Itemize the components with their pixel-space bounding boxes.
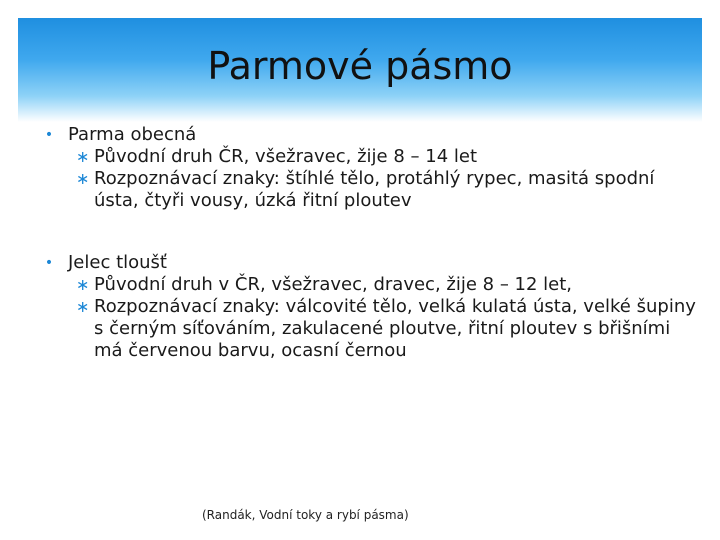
asterisk-bullet-icon: ∗ (76, 297, 90, 316)
sub-bullet-item (76, 296, 700, 362)
spacer (30, 212, 700, 252)
bullet-item (30, 124, 700, 146)
asterisk-bullet-icon: ∗ (76, 275, 90, 294)
sub-bullet-text: Původní druh ČR, všežravec, žije 8 – 14 let (94, 146, 478, 167)
bullet-dot-icon: • (44, 255, 54, 271)
sub-bullet-item (76, 146, 700, 168)
bullet-heading: Parma obecná (68, 124, 197, 145)
citation: (Randák, Vodní toky a rybí pásma) (202, 508, 409, 522)
asterisk-bullet-icon: ∗ (76, 147, 90, 166)
sub-bullet-item (76, 274, 700, 296)
sub-bullet-text: Původní druh v ČR, všežravec, dravec, žije 8 – 12 let, (94, 274, 573, 295)
bullet-heading: Jelec tloušť (68, 252, 167, 273)
sub-bullet-text: Rozpoznávací znaky: válcovité tělo, velká kulatá ústa, velké šupiny s černým síťováním, zakulacené ploutve, řitní ploutev s břišními má červenou barvu, ocasní černou (94, 296, 696, 361)
slide-title: Parmové pásmo (207, 44, 513, 88)
sub-bullet-text: Rozpoznávací znaky: štíhlé tělo, protáhlý rypec, masitá spodní ústa, čtyři vousy, úzká řitní ploutev (94, 168, 655, 211)
bullet-item (30, 252, 700, 274)
bullet-dot-icon: • (44, 127, 54, 143)
asterisk-bullet-icon: ∗ (76, 169, 90, 188)
sub-bullet-item (76, 168, 700, 212)
slide-content (30, 124, 700, 362)
